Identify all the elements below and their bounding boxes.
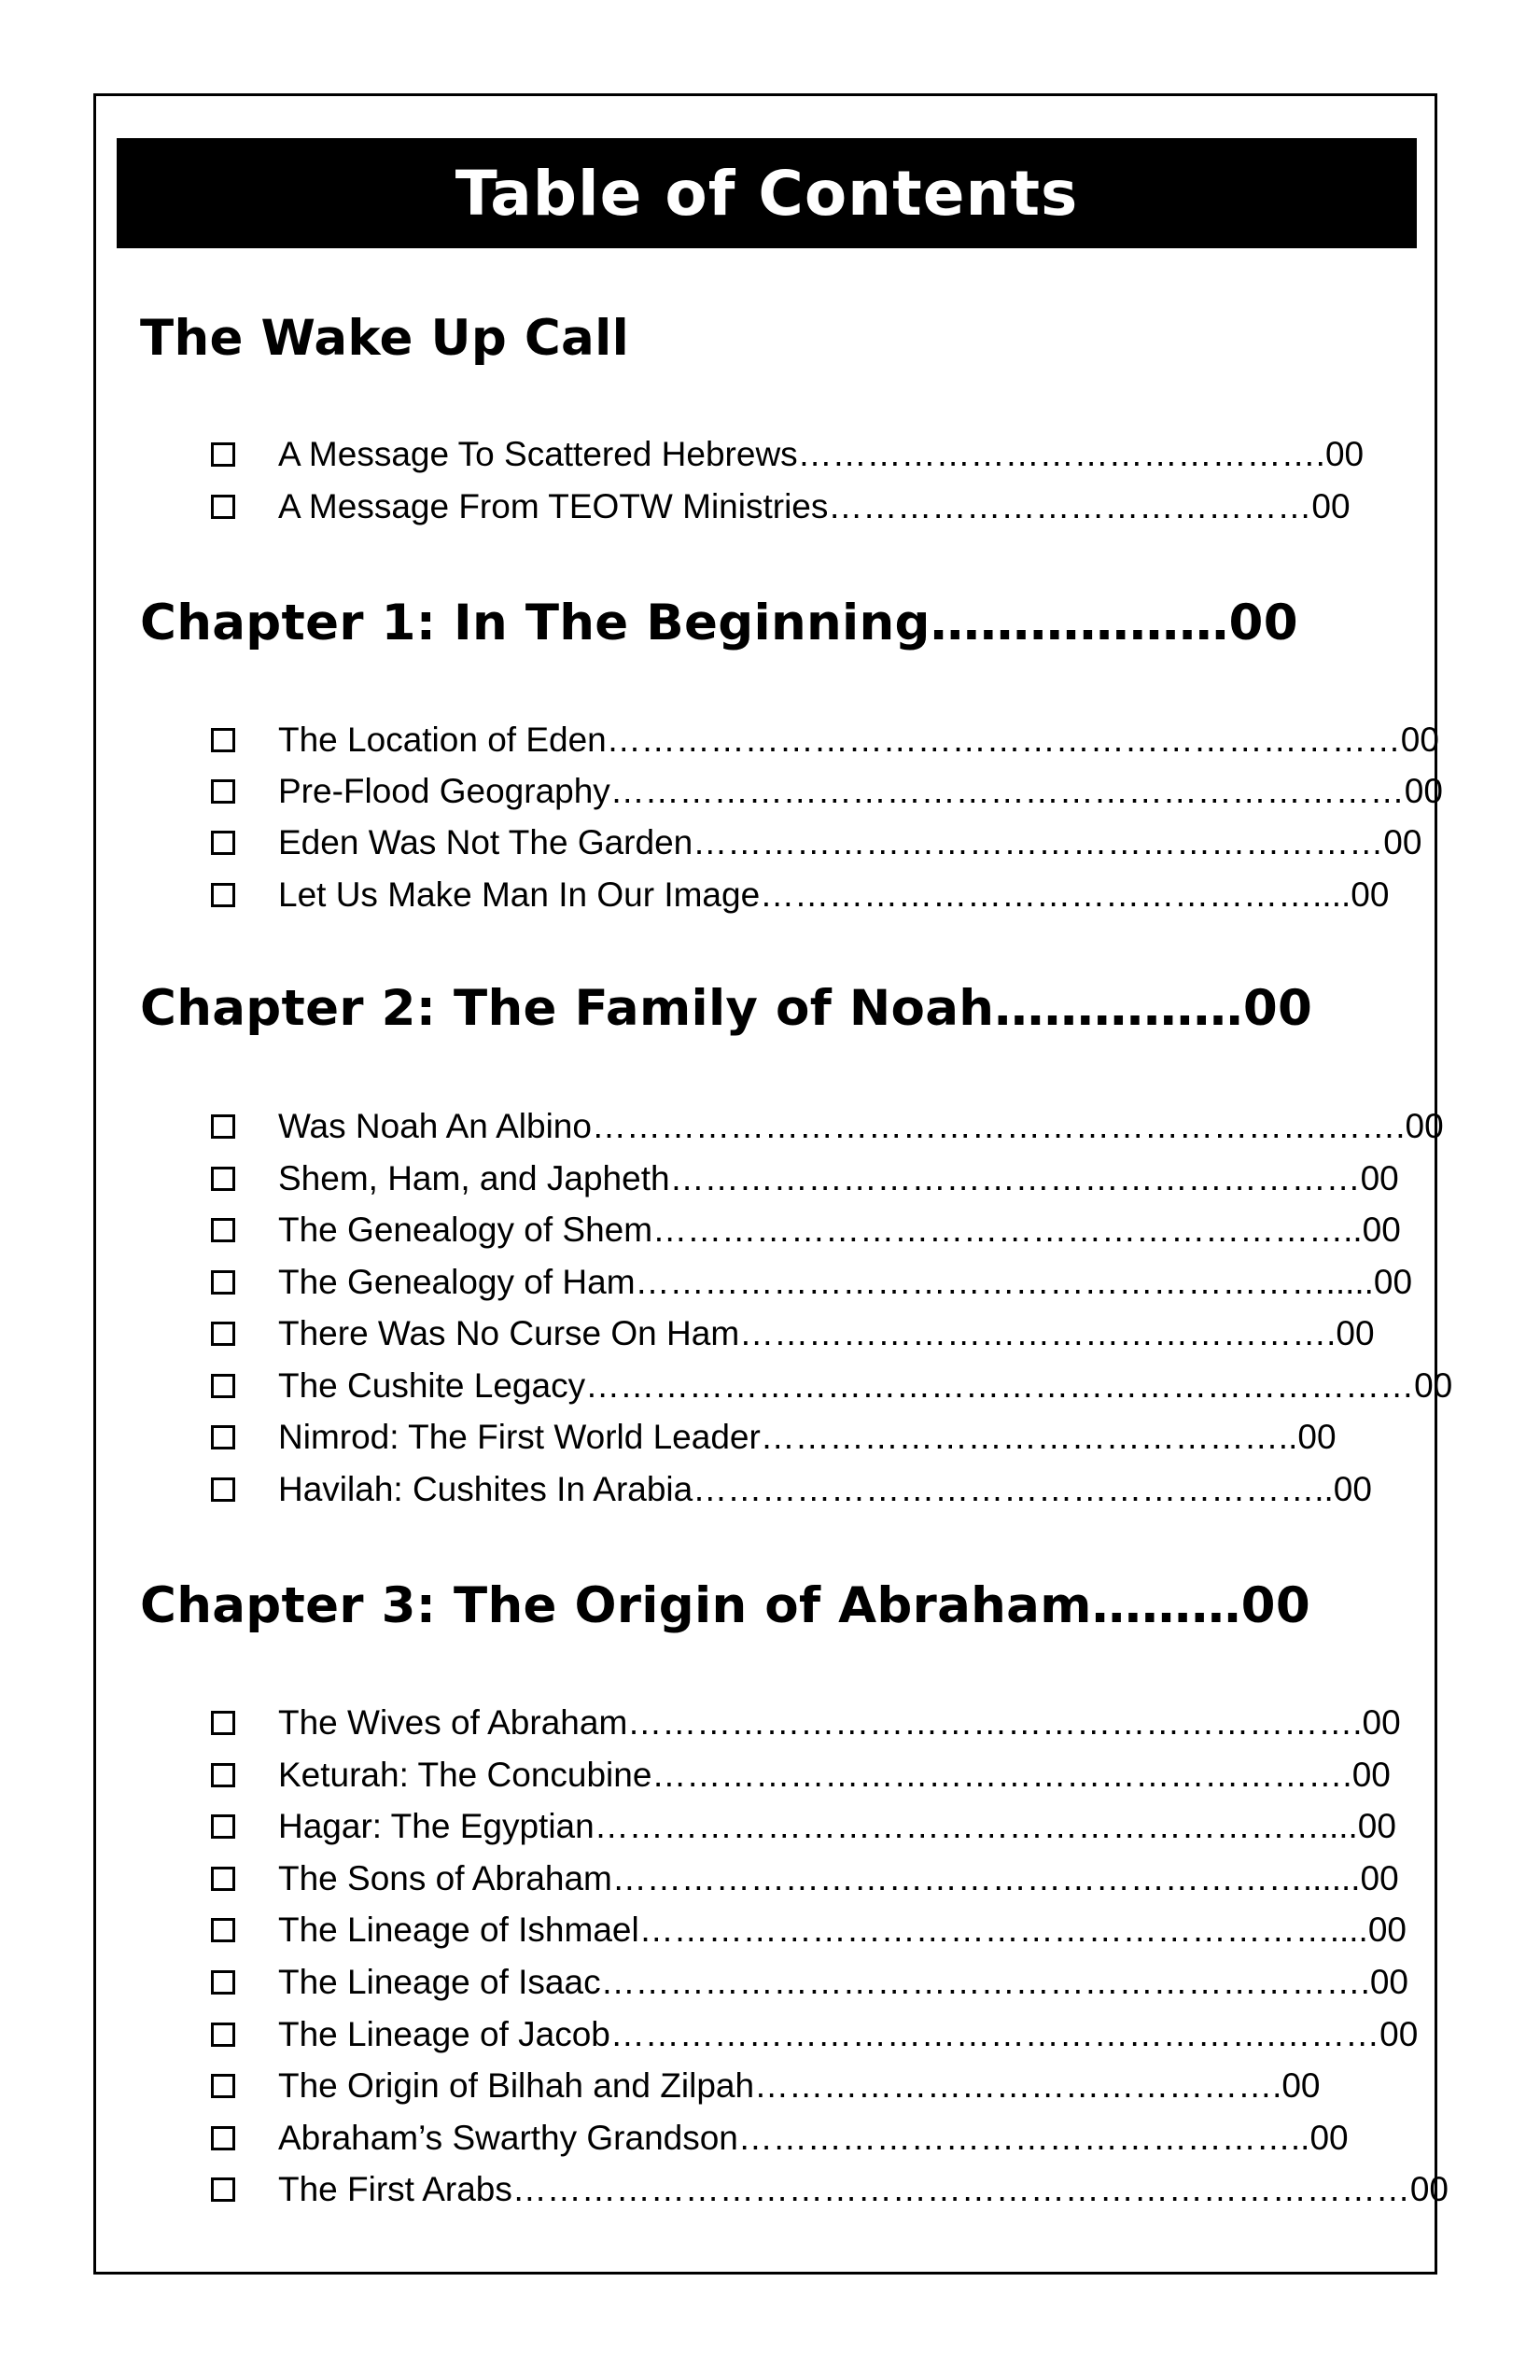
toc-entry[interactable]	[211, 1700, 1401, 1746]
checkbox-icon[interactable]	[211, 1114, 235, 1139]
toc-entry-label: A Message From TEOTW Ministries……………………………………00	[278, 487, 1351, 525]
checkbox-icon[interactable]	[211, 2177, 235, 2202]
toc-entry-label: The Genealogy of Shem……………………………………………………..00	[278, 1211, 1401, 1249]
checkbox-icon[interactable]	[211, 1218, 235, 1242]
checkbox-icon[interactable]	[211, 2074, 235, 2098]
toc-entry-label: Eden Was Not The Garden……………………………………………………00	[278, 823, 1422, 861]
checkbox-icon[interactable]	[211, 1270, 235, 1295]
checkbox-icon[interactable]	[211, 883, 235, 907]
toc-entry-label: Hagar: The Egyptian………………………………………………………....00	[278, 1807, 1396, 1845]
toc-entry-label: The First Arabs……………………………………………………………………00	[278, 2170, 1449, 2208]
checkbox-icon[interactable]	[211, 831, 235, 855]
toc-entry[interactable]	[211, 1855, 1399, 1902]
toc-entry[interactable]	[211, 1310, 1375, 1357]
toc-entry[interactable]	[211, 2063, 1321, 2109]
toc-entry-label: Nimrod: The First World Leader………………………………………..00	[278, 1418, 1337, 1456]
toc-entry[interactable]	[211, 872, 1389, 918]
checkbox-icon[interactable]	[211, 1763, 235, 1787]
toc-entry[interactable]	[211, 2166, 1449, 2213]
checkbox-icon[interactable]	[211, 728, 235, 752]
toc-entry[interactable]	[211, 1907, 1407, 1953]
toc-entry-label: Was Noah An Albino……………………………………………………….…….00	[278, 1107, 1444, 1145]
section-heading-chapter-1: Chapter 1: In The Beginning………………00	[140, 595, 1298, 651]
toc-entry-label: Pre-Flood Geography……………………………………………………………00	[278, 772, 1443, 810]
toc-entry[interactable]	[211, 1259, 1412, 1306]
checkbox-icon[interactable]	[211, 1970, 235, 1995]
toc-entry-label: The Cushite Legacy………………………………………………………………00	[278, 1366, 1453, 1405]
toc-entry[interactable]	[211, 483, 1351, 530]
toc-entry[interactable]	[211, 1959, 1408, 2006]
toc-entry[interactable]	[211, 819, 1421, 866]
toc-entry[interactable]	[211, 2011, 1418, 2058]
toc-entry-label: The Sons of Abraham……………………………………………………......00	[278, 1859, 1399, 1897]
checkbox-icon[interactable]	[211, 442, 235, 467]
checkbox-icon[interactable]	[211, 1477, 235, 1502]
toc-entry-label: Havilah: Cushites In Arabia………………………………………………..00	[278, 1470, 1372, 1508]
checkbox-icon[interactable]	[211, 2126, 235, 2150]
checkbox-icon[interactable]	[211, 2023, 235, 2047]
toc-entry[interactable]	[211, 1803, 1396, 1850]
toc-entry[interactable]	[211, 768, 1443, 815]
toc-entry[interactable]	[211, 1414, 1337, 1461]
toc-entry-label: The Lineage of Jacob………………………………………………….………00	[278, 2015, 1419, 2053]
toc-entry-label: The Origin of Bilhah and Zilpah……………………………………….00	[278, 2066, 1321, 2105]
checkbox-icon[interactable]	[211, 1167, 235, 1191]
toc-entry-label: The Wives of Abraham……………………………………………………….00	[278, 1703, 1401, 1742]
toc-entry[interactable]	[211, 1103, 1444, 1150]
checkbox-icon[interactable]	[211, 1711, 235, 1735]
toc-entry-label: The Lineage of Isaac………………………………………………………….00	[278, 1963, 1409, 2001]
checkbox-icon[interactable]	[211, 1867, 235, 1891]
page-title: Table of Contents	[117, 138, 1417, 248]
toc-entry[interactable]	[211, 1466, 1372, 1513]
checkbox-icon[interactable]	[211, 495, 235, 519]
section-heading-wake-up-call: The Wake Up Call	[140, 310, 630, 367]
toc-entry-label: The Location of Eden……………………………………………………………00	[278, 721, 1439, 759]
toc-entry[interactable]	[211, 1752, 1391, 1799]
checkbox-icon[interactable]	[211, 1374, 235, 1398]
toc-entry-label: A Message To Scattered Hebrews……………………………………….00	[278, 435, 1365, 473]
toc-entry[interactable]	[211, 1207, 1401, 1253]
toc-entry-label: Shem, Ham, and Japheth……………………………………………………00	[278, 1159, 1399, 1197]
toc-entry[interactable]	[211, 717, 1439, 763]
toc-entry[interactable]	[211, 1363, 1452, 1409]
toc-entry[interactable]	[211, 2115, 1349, 2162]
toc-entry[interactable]	[211, 1155, 1399, 1202]
checkbox-icon[interactable]	[211, 779, 235, 804]
section-heading-chapter-2: Chapter 2: The Family of Noah……………00	[140, 980, 1313, 1037]
toc-entry-label: Keturah: The Concubine…………………………………………………….00	[278, 1756, 1391, 1794]
checkbox-icon[interactable]	[211, 1814, 235, 1839]
toc-entry-label: There Was No Curse On Ham…………………………………………….00	[278, 1314, 1375, 1352]
toc-entry-label: The Lineage of Ishmael……………………………………………………....00	[278, 1911, 1407, 1949]
toc-entry-label: The Genealogy of Ham…………………………………………………….....00	[278, 1263, 1413, 1301]
section-heading-chapter-3: Chapter 3: The Origin of Abraham………00	[140, 1577, 1311, 1634]
checkbox-icon[interactable]	[211, 1918, 235, 1942]
checkbox-icon[interactable]	[211, 1322, 235, 1346]
checkbox-icon[interactable]	[211, 1425, 235, 1449]
toc-entry[interactable]	[211, 431, 1364, 478]
toc-entry-label: Abraham’s Swarthy Grandson…………………………………………..00	[278, 2119, 1349, 2157]
toc-entry-label: Let Us Make Man In Our Image…………………………………………....00	[278, 875, 1390, 914]
